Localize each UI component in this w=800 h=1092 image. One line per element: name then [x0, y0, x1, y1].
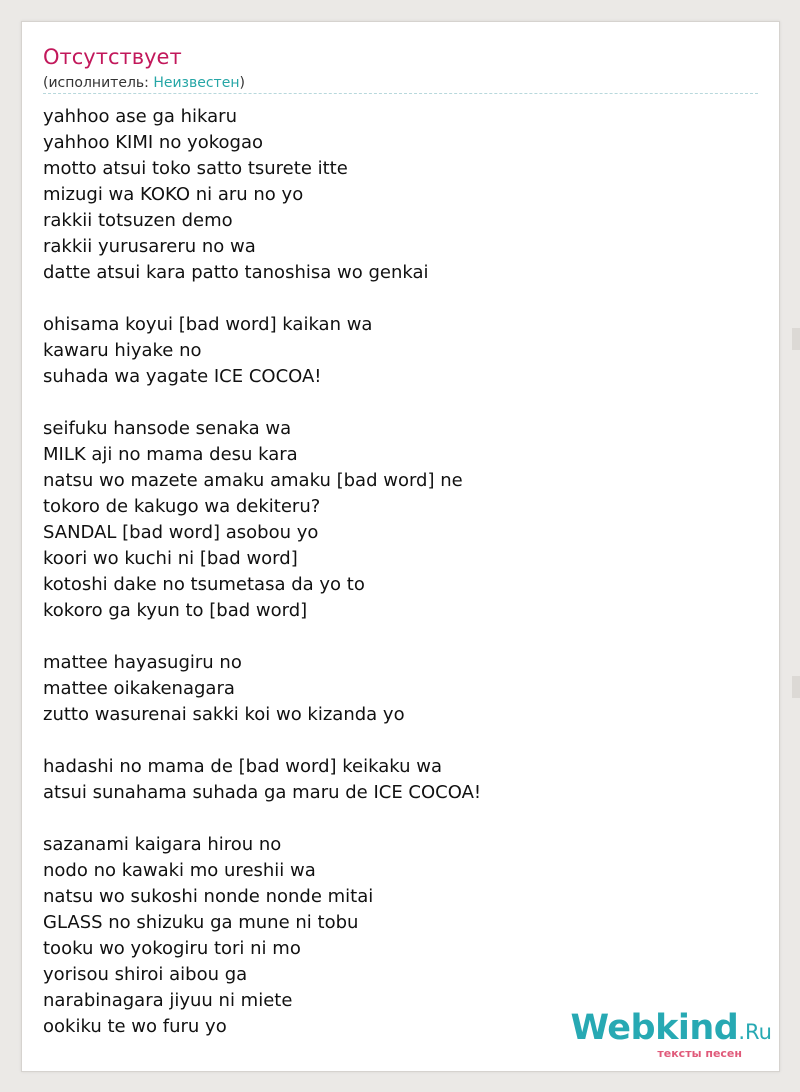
lyrics-stanza: [43, 650, 758, 728]
lyrics-line: natsu wo mazete amaku amaku [bad word] ne: [43, 470, 463, 491]
lyrics-line: rakkii yurusareru no wa: [43, 236, 256, 257]
artist-link[interactable]: Неизвестен: [153, 75, 240, 91]
lyrics-stanza: [43, 416, 758, 624]
lyrics-line: hadashi no mama de [bad word] keikaku wa: [43, 756, 442, 777]
lyrics-line: kotoshi dake no tsumetasa da yo to: [43, 574, 365, 595]
lyrics-line: ohisama koyui [bad word] kaikan wa: [43, 314, 373, 335]
lyrics-line: nodo no kawaki mo ureshii wa: [43, 860, 316, 881]
lyrics-body: [43, 104, 758, 1066]
page-edge-mark: [792, 328, 800, 350]
lyrics-line: kokoro ga kyun to [bad word]: [43, 600, 308, 621]
lyrics-line: sazanami kaigara hirou no: [43, 834, 282, 855]
lyrics-line: yorisou shiroi aibou ga: [43, 964, 248, 985]
song-title: Отсутствует: [43, 45, 182, 69]
title-divider: [43, 93, 758, 94]
logo-word: Webkind: [570, 1008, 739, 1048]
lyrics-line: zutto wasurenai sakki koi wo kizanda yo: [43, 704, 405, 725]
artist-prefix: (исполнитель:: [43, 75, 154, 91]
artist-suffix: ): [239, 75, 245, 91]
lyrics-line: tooku wo yokogiru tori ni mo: [43, 938, 301, 959]
lyrics-line: mizugi wa KOKO ni aru no yo: [43, 184, 304, 205]
artist-line: [43, 74, 245, 92]
lyrics-line: datte atsui kara patto tanoshisa wo genkai: [43, 262, 429, 283]
page-edge-mark: [792, 676, 800, 698]
lyrics-line: motto atsui toko satto tsurete itte: [43, 158, 348, 179]
lyrics-line: narabinagara jiyuu ni miete: [43, 990, 293, 1011]
lyrics-line: atsui sunahama suhada ga maru de ICE COCOA!: [43, 782, 482, 803]
lyrics-line: SANDAL [bad word] asobou yo: [43, 522, 319, 543]
lyrics-line: mattee hayasugiru no: [43, 652, 242, 673]
logo-tld: .Ru: [738, 1020, 772, 1044]
lyrics-line: kawaru hiyake no: [43, 340, 202, 361]
lyrics-line: yahhoo ase ga hikaru: [43, 106, 237, 127]
lyrics-stanza: [43, 104, 758, 286]
lyrics-line: GLASS no shizuku ga mune ni tobu: [43, 912, 359, 933]
lyrics-stanza: [43, 312, 758, 390]
lyrics-stanza: [43, 754, 758, 806]
lyrics-line: natsu wo sukoshi nonde nonde mitai: [43, 886, 374, 907]
lyrics-card: [21, 21, 780, 1072]
logo-tagline: тексты песен: [657, 1047, 742, 1060]
lyrics-line: tokoro de kakugo wa dekiteru?: [43, 496, 321, 517]
lyrics-line: seifuku hansode senaka wa: [43, 418, 292, 439]
lyrics-line: yahhoo KIMI no yokogao: [43, 132, 263, 153]
lyrics-line: koori wo kuchi ni [bad word]: [43, 548, 298, 569]
logo-wordmark: [570, 1008, 772, 1051]
lyrics-line: mattee oikakenagara: [43, 678, 235, 699]
site-logo[interactable]: [570, 1008, 772, 1060]
lyrics-line: MILK aji no mama desu kara: [43, 444, 298, 465]
lyrics-line: ookiku te wo furu yo: [43, 1016, 227, 1037]
lyrics-line: rakkii totsuzen demo: [43, 210, 233, 231]
lyrics-line: suhada wa yagate ICE COCOA!: [43, 366, 322, 387]
